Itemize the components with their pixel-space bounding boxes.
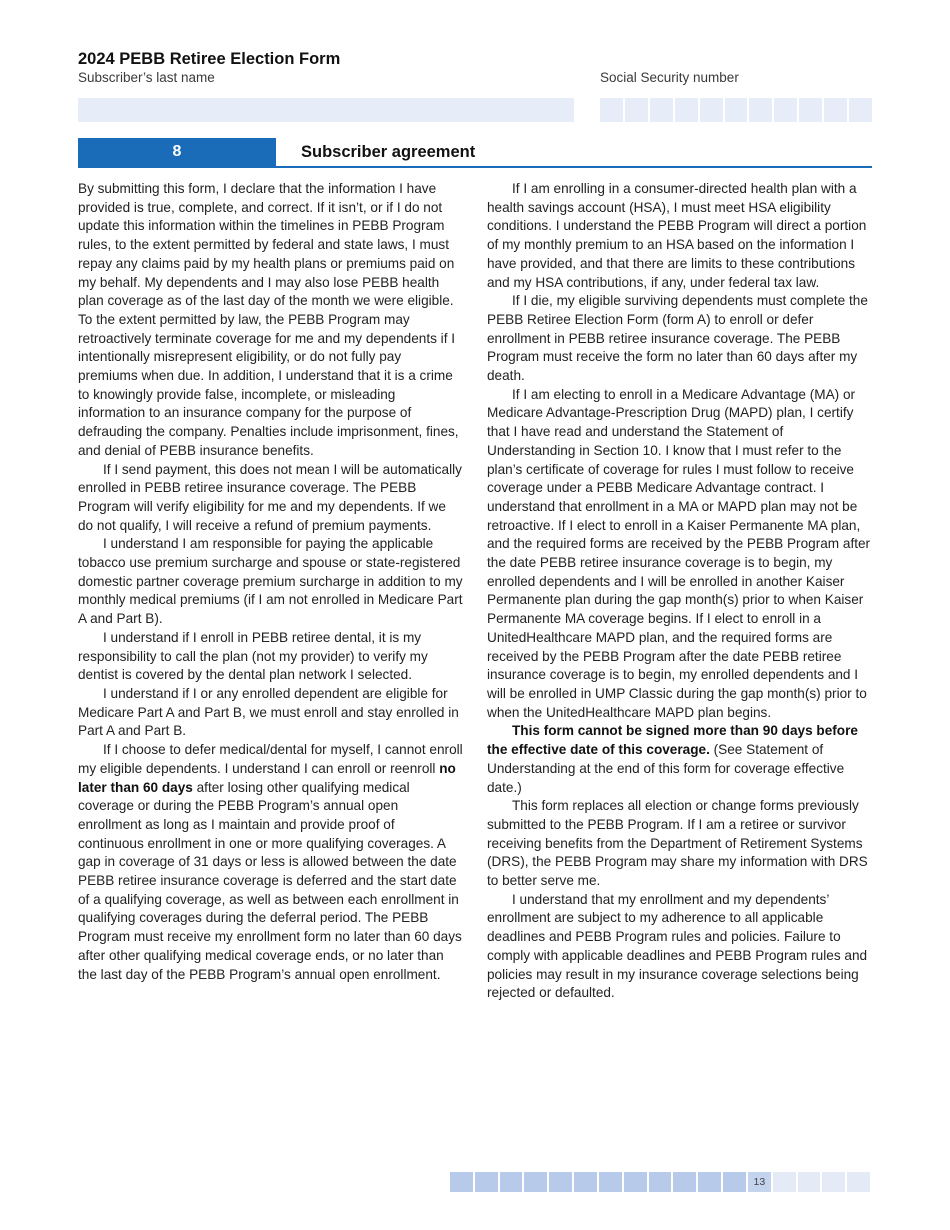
footer-segment <box>475 1172 498 1192</box>
deadline-emphasis: no later than 60 days <box>78 760 456 795</box>
agreement-paragraph: I understand that my enrollment and my dependents’ enrollment are subject to my adherence to all applicable deadlines and PEBB Program rules and policies. Failure to comply with applicable deadlines and PEBB Program rules and policies may result in my insurance coverage selections being rejected or defaulted. <box>487 891 868 1001</box>
form-title: 2024 PEBB Retiree Election Form <box>78 50 341 68</box>
ssn-digit-box[interactable] <box>749 98 772 122</box>
footer-segment <box>673 1172 696 1192</box>
ssn-digit-box[interactable] <box>600 98 623 122</box>
agreement-paragraph: If I die, my eligible surviving dependents must complete the PEBB Retiree Election Form (form A) to enroll or defer enrollment in PEBB retiree insurance coverage. The PEBB Program must receive the form no later than 60 days after my death. <box>487 293 868 384</box>
footer-segment <box>723 1172 746 1192</box>
footer-segment <box>649 1172 672 1192</box>
ssn-digit-box[interactable] <box>725 98 748 122</box>
page-number: 13 <box>748 1172 771 1192</box>
section-header <box>78 138 872 168</box>
footer-segment <box>822 1172 845 1192</box>
paragraph-text: (See Statement of Understanding at the end of this form for coverage effective date.) <box>487 742 845 795</box>
agreement-paragraph: If I am electing to enroll in a Medicare Advantage (MA) or Medicare Advantage-Prescription Drug (MAPD) plan, I certify that I have read and understand the Statement of Understanding in Section 10. I know that I must refer to the plan’s certificate of coverage for rules I must follow to receive coverage under a PEBB Medicare Advantage contract. I understand that enrollment in a MA or MAPD plan may not be retroactive. If I elect to enroll in a Kaiser Permanente MA plan, and the required forms are received by the PEBB Program after the date PEBB retiree insurance coverage is to begin, my enrolled dependents and I will be enrolled in another Kaiser Permanente plan during the gap month(s) prior to when Kaiser Permanente MA coverage begins. If I elect to enroll in a UnitedHealthcare MAPD plan, and the required forms are received by the PEBB Program after the date PEBB retiree insurance coverage is to begin, my enrolled dependents and I will be enrolled in UMP Classic during the gap month(s) prior to when the UnitedHealthcare MAPD plan begins. <box>487 386 871 720</box>
ssn-digit-box[interactable] <box>700 98 723 122</box>
ssn-digit-box[interactable] <box>650 98 673 122</box>
ssn-field <box>600 98 872 122</box>
footer-segment <box>549 1172 572 1192</box>
ssn-digit-box[interactable] <box>774 98 797 122</box>
paragraph-text: If I choose to defer medical/dental for myself, I cannot enroll my eligible dependents. I understand I can enroll or reenroll <box>78 742 463 776</box>
agreement-paragraph: If I send payment, this does not mean I will be automatically enrolled in PEBB retiree insurance coverage. The PEBB Program will verify eligibility for me and my dependents. If we do not qualify, I will receive a refund of premium payments. <box>78 461 462 533</box>
ssn-digit-box[interactable] <box>675 98 698 122</box>
ssn-digit-box[interactable] <box>799 98 822 122</box>
agreement-paragraph: This form replaces all election or change forms previously submitted to the PEBB Program. If I am a retiree or survivor receiving benefits from the Department of Retirement Systems (DRS), the PEBB Program may share my information with DRS to better serve me. <box>487 798 868 889</box>
agreement-paragraph: I understand if I or any enrolled dependent are eligible for Medicare Part A and Part B, we must enroll and stay enrolled in Part A and Part B. <box>78 685 459 739</box>
footer-segment <box>624 1172 647 1192</box>
ssn-digit-box[interactable] <box>824 98 847 122</box>
last-name-field[interactable] <box>78 98 574 122</box>
section-title: Subscriber agreement <box>301 143 476 161</box>
agreement-paragraph: By submitting this form, I declare that the information I have provided is true, complete, and correct. If it isn’t, or if I do not update this information within the timelines in PEBB Program rules, to the extent permitted by federal and state laws, I must repay any claims paid by my health plans or premiums paid on my behalf. My dependents and I may also lose PEBB health plan coverage as of the last day of the month we were eligible. To the extent permitted by law, the PEBB Program may retroactively terminate coverage for me and my dependents if I intentionally misrepresent eligibility, or do not fully pay premiums when due. In addition, I understand that it is a crime to knowingly provide false, incomplete, or misleading information to an insurance company for the purpose of defrauding the company. Penalties include imprisonment, fines, and denial of PEBB insurance benefits. <box>78 181 459 458</box>
ssn-digit-box[interactable] <box>625 98 648 122</box>
page-footer-bar <box>450 1172 870 1192</box>
last-name-label: Subscriber’s last name <box>78 70 215 85</box>
footer-segment <box>599 1172 622 1192</box>
footer-segment <box>450 1172 473 1192</box>
ssn-label: Social Security number <box>600 70 739 85</box>
footer-segment <box>847 1172 870 1192</box>
agreement-paragraph: I understand I am responsible for paying the applicable tobacco use premium surcharge and spouse or state-registered domestic partner coverage premium surcharge in addition to my monthly medical premiums (if I am not enrolled in Medicare Part A and Part B). <box>78 536 463 627</box>
agreement-paragraph <box>78 741 464 984</box>
agreement-right-column <box>487 180 873 1003</box>
ssn-digit-box[interactable] <box>849 98 872 122</box>
section-number: 8 <box>78 138 276 166</box>
footer-segment <box>500 1172 523 1192</box>
footer-segment <box>574 1172 597 1192</box>
agreement-paragraph: If I am enrolling in a consumer-directed health plan with a health savings account (HSA), I must meet HSA eligibility conditions. I understand the PEBB Program will direct a portion of my monthly premium to an HSA based on the information I have provided, and that there are limits to these contributions and my HSA contributions, if any, under federal tax law. <box>487 181 867 290</box>
agreement-paragraph <box>487 722 873 797</box>
footer-segment <box>798 1172 821 1192</box>
footer-segment <box>773 1172 796 1192</box>
paragraph-text: after losing other qualifying medical coverage or during the PEBB Program’s annual open enrollment as long as I maintain and provide proof of continuous enrollment in one or more qualifying coverages. A gap in coverage of 31 days or less is allowed between the date PEBB retiree insurance coverage is deferred and the start date of a qualifying coverage, as well as between each enrollment in qualifying coverages during the deferral period. The PEBB Program must receive my enrollment form no later than 60 days after other qualifying medical coverage ends, or no later than the last day of the PEBB Program’s annual open enrollment. <box>78 779 462 982</box>
agreement-paragraph: I understand if I enroll in PEBB retiree dental, it is my responsibility to call the plan (not my provider) to verify my dentist is covered by the dental plan network I selected. <box>78 629 428 683</box>
footer-segment <box>524 1172 547 1192</box>
signature-deadline-emphasis: This form cannot be signed more than 90 days before the effective date of this coverage. <box>487 723 858 758</box>
agreement-left-column <box>78 180 464 984</box>
footer-segment <box>698 1172 721 1192</box>
